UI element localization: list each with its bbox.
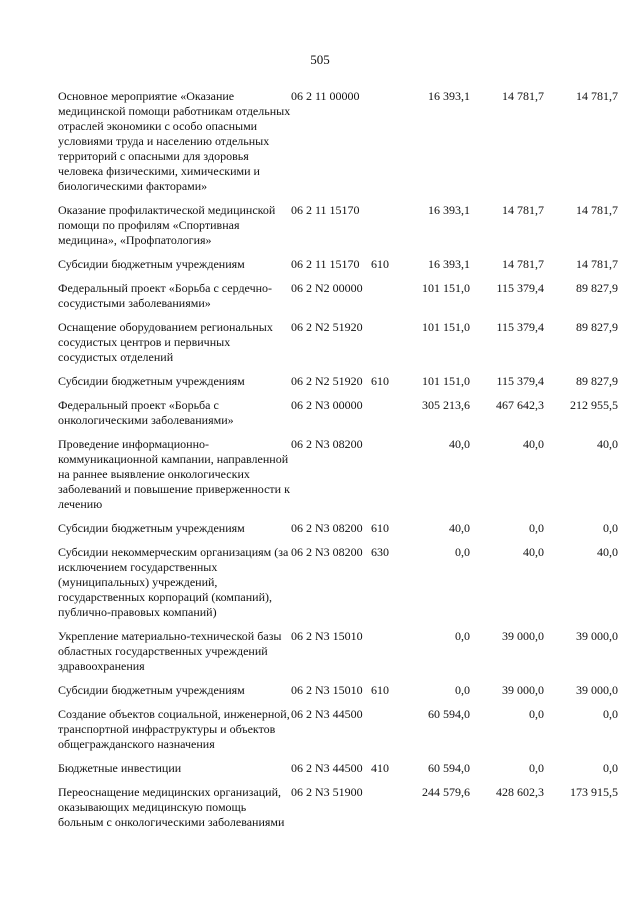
row-value-3: 89 827,9 [576, 374, 618, 388]
row-value-3: 173 915,5 [570, 785, 618, 799]
row-code: 06 2 N3 15010 [291, 629, 363, 643]
row-value-1: 60 594,0 [428, 761, 470, 775]
row-value-1: 16 393,1 [428, 203, 470, 217]
row-code: 06 2 N3 51900 [291, 785, 363, 799]
row-value-3: 0,0 [603, 521, 618, 535]
row-value-3: 212 955,5 [570, 398, 618, 412]
row-value-2: 0,0 [529, 521, 544, 535]
row-expense-type [371, 281, 394, 311]
table-row [58, 521, 618, 536]
row-name: Проведение информационно-коммуникационной кампании, направленной на раннее выявление онкологических заболеваний и повышение приверженности к лечению [58, 437, 290, 511]
row-value-3: 0,0 [603, 707, 618, 721]
row-expense-type: 610 [371, 257, 389, 271]
row-name: Бюджетные инвестиции [58, 761, 182, 775]
table-row [58, 545, 618, 620]
table-row [58, 281, 618, 311]
row-value-2: 40,0 [523, 545, 544, 559]
row-value-2: 14 781,7 [502, 203, 544, 217]
row-value-2: 467 642,3 [496, 398, 544, 412]
row-spacer [58, 428, 618, 437]
budget-table [58, 89, 618, 830]
row-value-3: 0,0 [603, 761, 618, 775]
row-value-3: 89 827,9 [576, 320, 618, 334]
row-name: Федеральный проект «Борьба с онкологическими заболеваниями» [58, 398, 234, 427]
row-value-2: 40,0 [523, 437, 544, 451]
row-expense-type [371, 320, 394, 365]
row-code: 06 2 N3 44500 [291, 761, 363, 775]
row-spacer [58, 620, 618, 629]
row-value-3: 89 827,9 [576, 281, 618, 295]
table-row [58, 707, 618, 752]
row-expense-type: 610 [371, 374, 389, 388]
row-value-1: 0,0 [455, 545, 470, 559]
row-code: 06 2 N2 00000 [291, 281, 363, 295]
row-code: 06 2 11 00000 [291, 89, 360, 103]
row-spacer [58, 512, 618, 521]
table-row [58, 203, 618, 248]
table-row [58, 374, 618, 389]
row-value-1: 244 579,6 [422, 785, 470, 799]
row-value-3: 40,0 [597, 545, 618, 559]
row-name: Создание объектов социальной, инженерной, транспортной инфраструктуры и объектов общегражданского назначения [58, 707, 290, 751]
row-code: 06 2 N3 08200 [291, 545, 363, 559]
row-expense-type [371, 89, 394, 194]
row-code: 06 2 11 15170 [291, 257, 360, 271]
row-value-1: 0,0 [455, 683, 470, 697]
row-code: 06 2 11 15170 [291, 203, 360, 217]
table-row [58, 320, 618, 365]
row-value-1: 16 393,1 [428, 89, 470, 103]
row-value-1: 40,0 [449, 437, 470, 451]
row-name: Укрепление материально-технической базы областных государственных учреждений здравоохранения [58, 629, 282, 673]
row-name: Субсидии некоммерческим организациям (за исключением государственных (муниципальных) учреждений, государственных корпораций (компаний), публично-правовых компаний) [58, 545, 289, 619]
row-value-2: 0,0 [529, 761, 544, 775]
row-code: 06 2 N3 08200 [291, 437, 363, 451]
row-spacer [58, 272, 618, 281]
row-value-2: 115 379,4 [496, 281, 544, 295]
row-expense-type [371, 785, 394, 830]
row-spacer [58, 674, 618, 683]
row-value-2: 115 379,4 [496, 374, 544, 388]
row-spacer [58, 365, 618, 374]
row-value-2: 14 781,7 [502, 89, 544, 103]
row-expense-type [371, 203, 394, 248]
row-spacer [58, 311, 618, 320]
table-row [58, 683, 618, 698]
row-value-2: 428 602,3 [496, 785, 544, 799]
row-name: Субсидии бюджетным учреждениям [58, 374, 245, 388]
row-name: Субсидии бюджетным учреждениям [58, 683, 245, 697]
row-value-1: 0,0 [455, 629, 470, 643]
table-row [58, 629, 618, 674]
budget-table-body [58, 89, 618, 830]
row-code: 06 2 N2 51920 [291, 374, 363, 388]
row-value-3: 14 781,7 [576, 203, 618, 217]
row-expense-type [371, 707, 394, 752]
row-expense-type: 410 [371, 761, 389, 775]
row-value-3: 39 000,0 [576, 683, 618, 697]
row-value-1: 60 594,0 [428, 707, 470, 721]
row-expense-type: 610 [371, 521, 389, 535]
row-code: 06 2 N3 00000 [291, 398, 363, 412]
table-row [58, 257, 618, 272]
row-expense-type [371, 629, 394, 674]
row-value-1: 16 393,1 [428, 257, 470, 271]
row-value-3: 14 781,7 [576, 257, 618, 271]
row-code: 06 2 N3 44500 [291, 707, 363, 721]
row-code: 06 2 N3 15010 [291, 683, 363, 697]
row-value-2: 39 000,0 [502, 683, 544, 697]
row-value-3: 14 781,7 [576, 89, 618, 103]
row-name: Субсидии бюджетным учреждениям [58, 257, 245, 271]
row-value-2: 0,0 [529, 707, 544, 721]
row-value-1: 305 213,6 [422, 398, 470, 412]
row-spacer [58, 752, 618, 761]
table-row [58, 437, 618, 512]
table-row [58, 761, 618, 776]
row-spacer [58, 389, 618, 398]
row-value-2: 115 379,4 [496, 320, 544, 334]
row-value-2: 14 781,7 [502, 257, 544, 271]
row-name: Основное мероприятие «Оказание медицинской помощи работникам отдельных отраслей экономики с особо опасными условиями труда и населению отдельных территорий с опасными для здоровья человека физическими, химическими и биологическими факторами» [58, 89, 291, 193]
row-spacer [58, 194, 618, 203]
row-name: Федеральный проект «Борьба с сердечно-сосудистыми заболеваниями» [58, 281, 273, 310]
table-row [58, 89, 618, 194]
row-value-1: 40,0 [449, 521, 470, 535]
row-value-3: 40,0 [597, 437, 618, 451]
row-value-1: 101 151,0 [422, 374, 470, 388]
row-value-3: 39 000,0 [576, 629, 618, 643]
row-name: Переоснащение медицинских организаций, оказывающих медицинскую помощь больным с онкологическими заболеваниями [58, 785, 285, 829]
row-expense-type [371, 437, 394, 512]
table-row [58, 785, 618, 830]
table-row [58, 398, 618, 428]
page-number: 505 [310, 52, 330, 67]
row-spacer [58, 698, 618, 707]
row-expense-type: 630 [371, 545, 389, 559]
row-value-2: 39 000,0 [502, 629, 544, 643]
row-name: Оснащение оборудованием региональных сосудистых центров и первичных сосудистых отделений [58, 320, 273, 364]
row-value-1: 101 151,0 [422, 281, 470, 295]
row-name: Оказание профилактической медицинской помощи по профилям «Спортивная медицина», «Профпатология» [58, 203, 276, 247]
row-spacer [58, 776, 618, 785]
row-code: 06 2 N2 51920 [291, 320, 363, 334]
row-spacer [58, 536, 618, 545]
row-code: 06 2 N3 08200 [291, 521, 363, 535]
row-spacer [58, 248, 618, 257]
row-value-1: 101 151,0 [422, 320, 470, 334]
row-name: Субсидии бюджетным учреждениям [58, 521, 245, 535]
row-expense-type [371, 398, 394, 428]
row-expense-type: 610 [371, 683, 389, 697]
